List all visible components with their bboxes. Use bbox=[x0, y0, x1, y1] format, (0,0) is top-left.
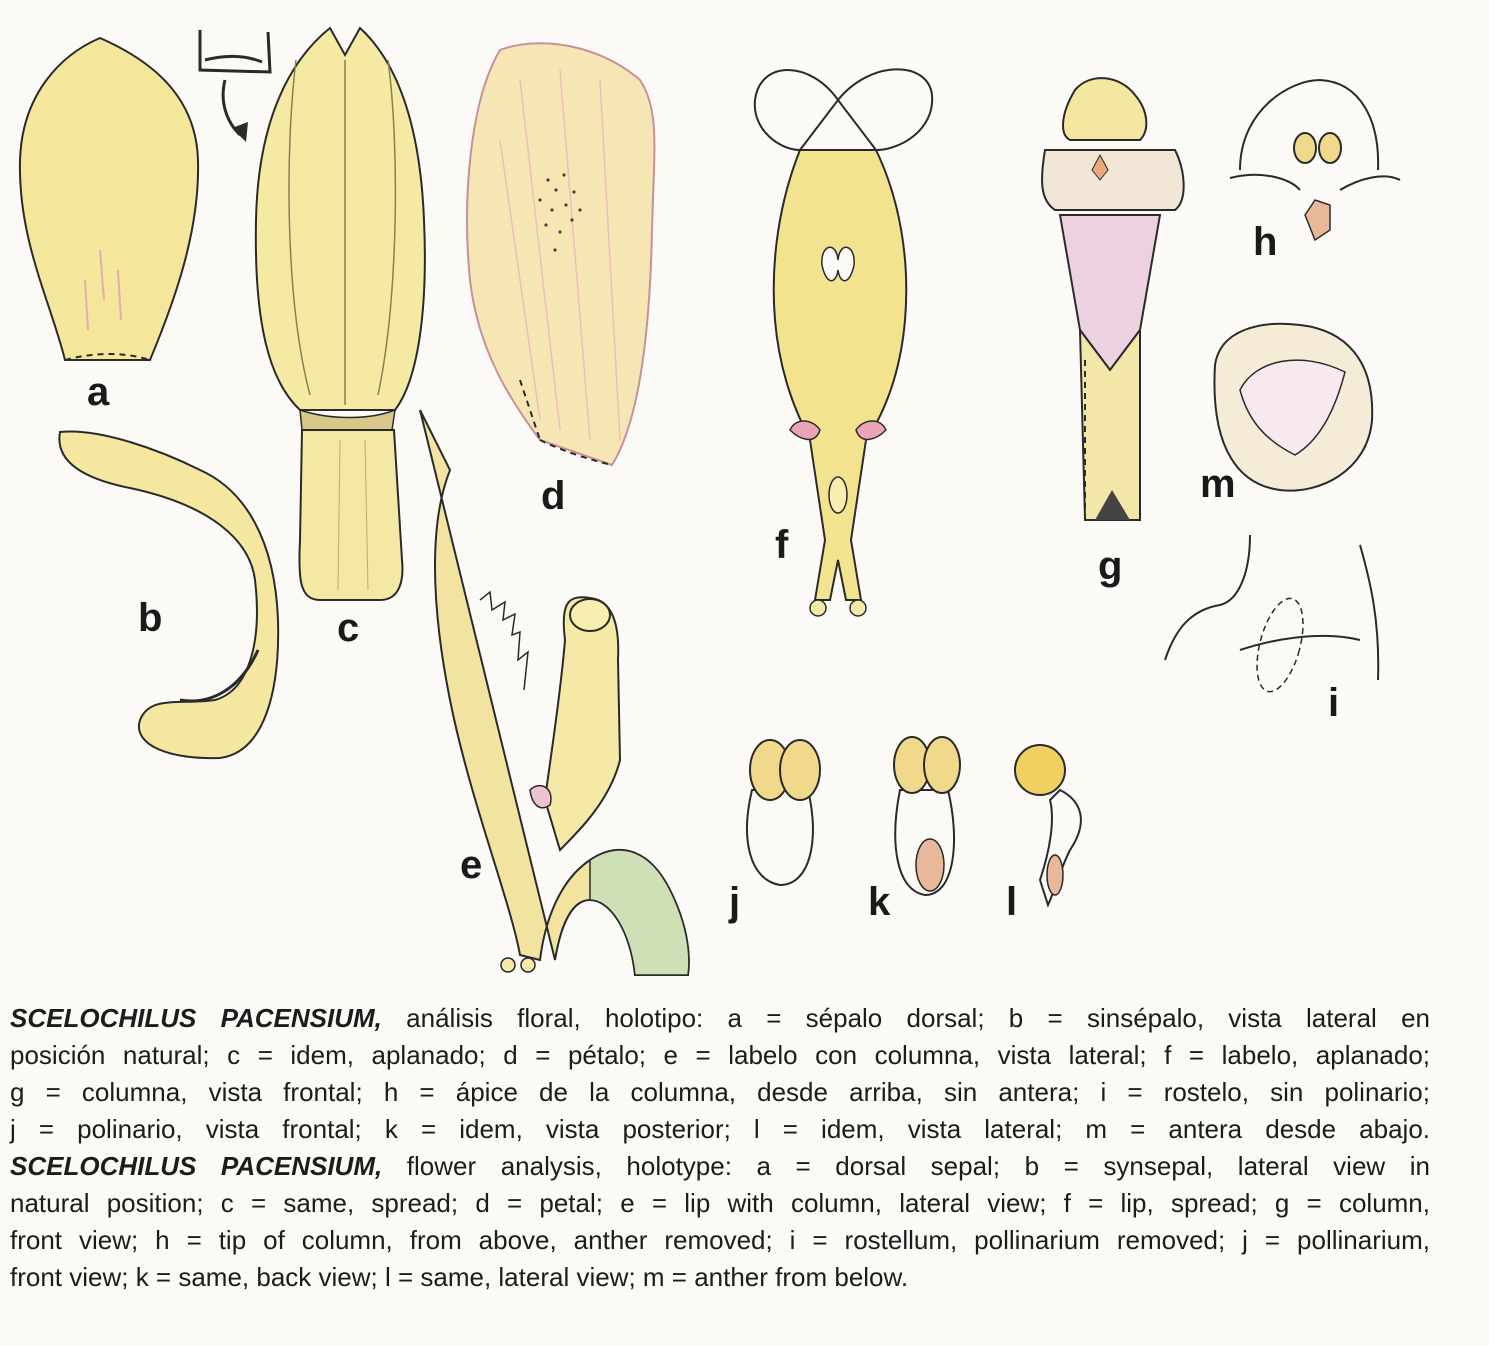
orientation-sketch bbox=[200, 30, 270, 142]
drawing-l-pollinarium-lateral bbox=[1015, 745, 1081, 905]
caption-en-line-1 bbox=[10, 1148, 1430, 1185]
drawing-m-anther bbox=[1214, 324, 1372, 491]
label-g: g bbox=[1098, 544, 1123, 588]
figure-caption bbox=[10, 1000, 1430, 1296]
label-d: d bbox=[541, 474, 566, 518]
label-c: c bbox=[337, 606, 360, 650]
label-b: b bbox=[138, 596, 163, 640]
caption-es-line-1 bbox=[10, 1000, 1430, 1037]
caption-es-line-4: j = polinario, vista frontal; k = idem, vista posterior; l = idem, vista lateral; m = antera desde abajo. bbox=[10, 1114, 1430, 1144]
species-name-en: SCELOCHILUS PACENSIUM, bbox=[10, 1151, 383, 1181]
label-i: i bbox=[1328, 681, 1340, 725]
caption-en-line-3: front view; h = tip of column, from above, anther removed; i = rostellum, pollinarium removed; j = pollinarium, bbox=[10, 1225, 1430, 1255]
drawing-b-synsepal-lateral bbox=[59, 432, 278, 759]
label-l: l bbox=[1006, 880, 1018, 924]
caption-es-line-2: posición natural; c = idem, aplanado; d = pétalo; e = labelo con columna, vista lateral; f = labelo, aplanado; bbox=[10, 1040, 1430, 1070]
label-a: a bbox=[87, 370, 110, 414]
drawing-g-column-front bbox=[1042, 78, 1184, 520]
caption-es-line-3: g = columna, vista frontal; h = ápice de la columna, desde arriba, sin antera; i = rostelo, sin polinario; bbox=[10, 1077, 1430, 1107]
label-h: h bbox=[1253, 220, 1278, 264]
drawing-i-rostellum bbox=[1165, 535, 1378, 697]
label-m: m bbox=[1200, 462, 1236, 506]
drawing-h-column-tip bbox=[1230, 80, 1400, 240]
drawing-a-dorsal-sepal bbox=[20, 38, 198, 360]
caption-en-line-2: natural position; c = same, spread; d = petal; e = lip with column, lateral view; f = lip, spread; g = column, bbox=[10, 1188, 1430, 1218]
drawing-j-pollinarium-front bbox=[747, 740, 820, 885]
species-name-es: SCELOCHILUS PACENSIUM, bbox=[10, 1003, 382, 1033]
drawing-d-petal bbox=[467, 43, 654, 465]
label-f: f bbox=[775, 523, 789, 567]
label-j: j bbox=[729, 880, 741, 924]
caption-text: análisis floral, holotipo: a = sépalo dorsal; b = sinsépalo, vista lateral en bbox=[381, 1003, 1430, 1033]
label-e: e bbox=[460, 843, 483, 887]
drawing-c-synsepal-spread bbox=[256, 28, 425, 600]
drawing-k-pollinarium-back bbox=[894, 737, 960, 895]
caption-text: flower analysis, holotype: a = dorsal sepal; b = synsepal, lateral view in bbox=[382, 1151, 1430, 1181]
caption-en-line-4: front view; k = same, back view; l = same, lateral view; m = anther from below. bbox=[10, 1262, 909, 1292]
label-k: k bbox=[868, 880, 891, 924]
